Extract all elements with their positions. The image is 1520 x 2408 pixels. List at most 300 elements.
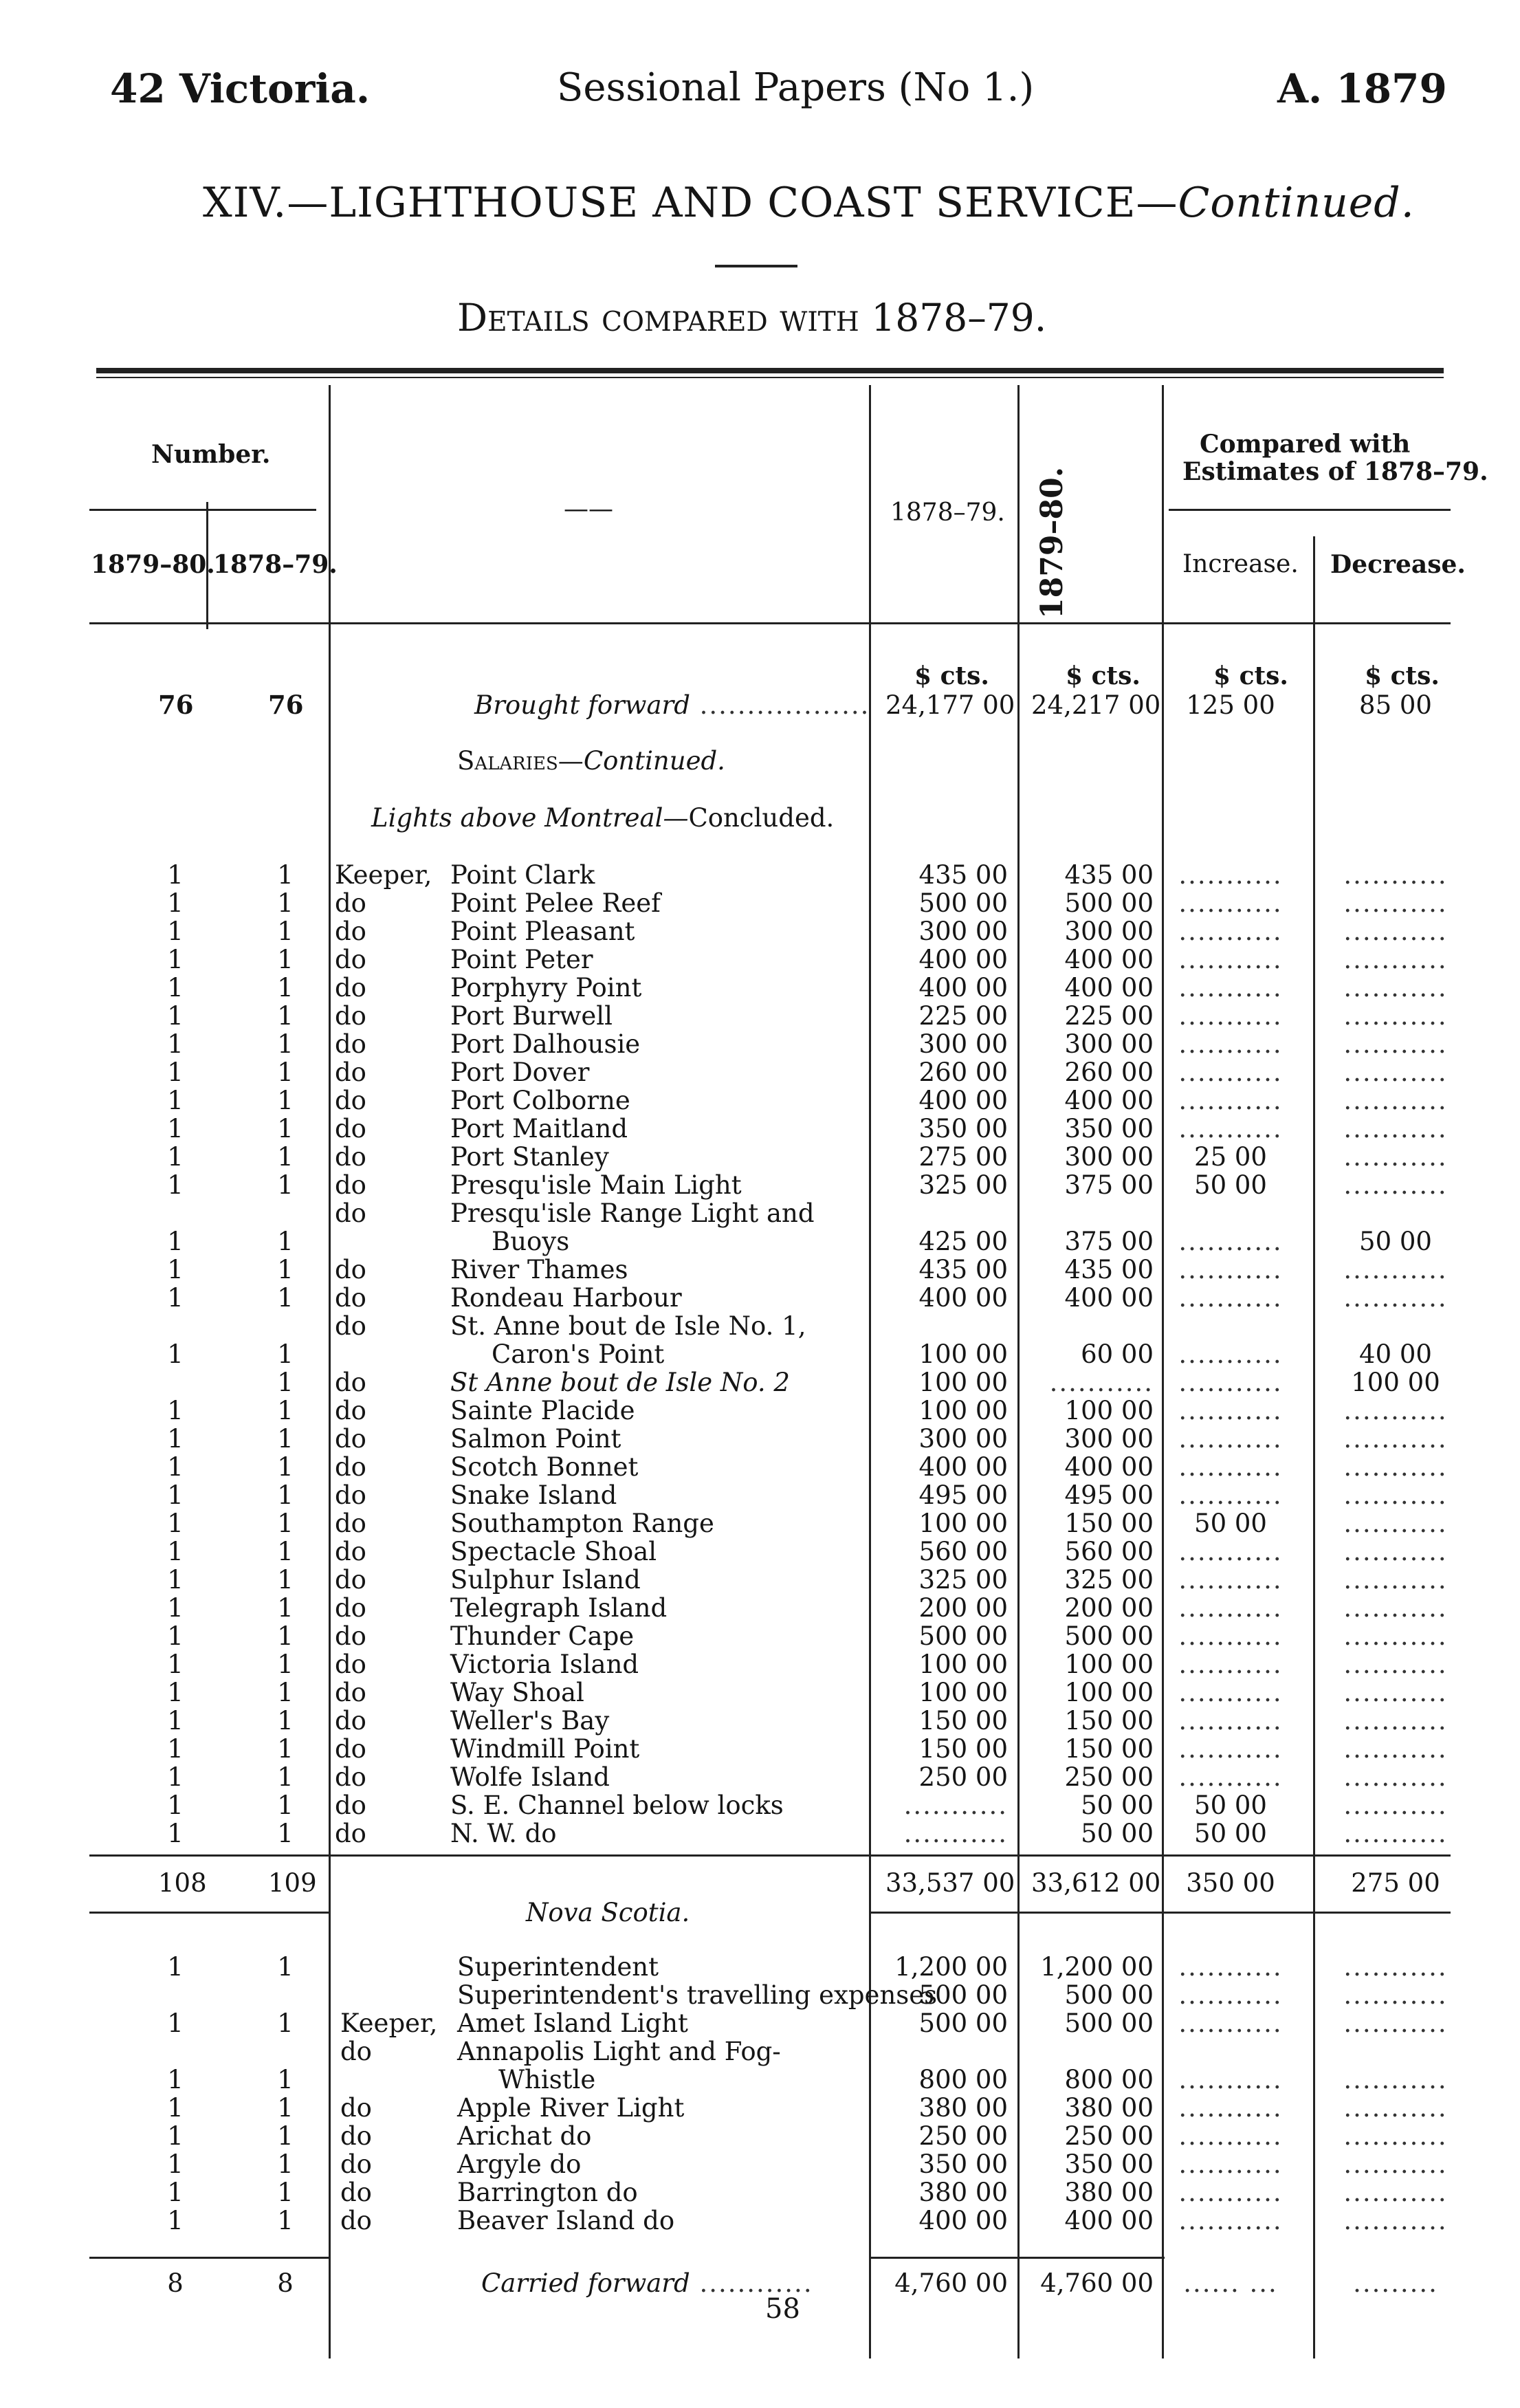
table-row-ns xyxy=(0,1981,1520,2009)
row-increase xyxy=(1169,1397,1292,1425)
heading-salaries: Salaries—Continued. xyxy=(457,746,725,776)
leader-dots: ........... xyxy=(1178,1480,1283,1510)
row-y2: 300 00 xyxy=(1064,1424,1154,1454)
row-decrease xyxy=(1327,2122,1464,2150)
cf-n2: 8 xyxy=(277,2268,294,2298)
row-y2: 500 00 xyxy=(1064,888,1154,918)
table-row xyxy=(0,1678,1520,1707)
row-n2: 1 xyxy=(277,1058,294,1087)
row-y2: 380 00 xyxy=(1064,2093,1154,2123)
table-row xyxy=(0,917,1520,945)
row-y1: 800 00 xyxy=(918,2065,1008,2094)
row-increase xyxy=(1169,1425,1292,1453)
row-n1: 1 xyxy=(167,917,184,946)
row-n2: 1 xyxy=(277,1706,294,1736)
row-n2: 1 xyxy=(277,1227,294,1256)
row-n2: 1 xyxy=(277,917,294,946)
row-y2: 400 00 xyxy=(1064,2206,1154,2235)
row-decrease xyxy=(1327,1678,1464,1707)
row-decrease xyxy=(1327,2178,1464,2207)
row-n1: 1 xyxy=(167,1255,184,1284)
table-row xyxy=(0,1256,1520,1284)
leader-dots: ........... xyxy=(1343,1819,1448,1848)
row-y1: 495 00 xyxy=(918,1480,1008,1510)
row-prefix: do xyxy=(340,2149,372,2179)
row-n1: 1 xyxy=(167,1086,184,1115)
leader-dots: ........... xyxy=(1178,2065,1283,2094)
row-increase xyxy=(1169,1622,1292,1650)
col-desc: —— xyxy=(564,495,613,523)
row-n2: 1 xyxy=(277,1368,294,1397)
cf-rule-right xyxy=(869,2257,1165,2259)
row-y1: 250 00 xyxy=(918,2121,1008,2151)
row-n1: 1 xyxy=(167,1791,184,1820)
leader-dots: ........... xyxy=(1178,1537,1283,1566)
leader-dots: ........... xyxy=(1343,1142,1448,1172)
row-name: Barrington do xyxy=(457,2178,638,2207)
row-increase xyxy=(1169,1002,1292,1030)
row-n2: 1 xyxy=(277,1255,294,1284)
row-y2: 50 00 xyxy=(1081,1819,1154,1848)
leader-dots: ........... xyxy=(1343,2093,1448,2123)
row-n2: 1 xyxy=(277,1762,294,1792)
row-decrease xyxy=(1327,1537,1464,1566)
table-row xyxy=(0,1002,1520,1030)
row-y1: 100 00 xyxy=(918,1368,1008,1397)
row-prefix: do xyxy=(335,973,366,1003)
leader-dots: ........... xyxy=(1343,1650,1448,1679)
row-decrease: 50 00 xyxy=(1359,1227,1432,1256)
row-y1: 100 00 xyxy=(918,1678,1008,1707)
row-n1: 1 xyxy=(167,1952,184,1982)
row-name: Point Pleasant xyxy=(450,917,635,946)
row-y2: 50 00 xyxy=(1081,1791,1154,1820)
row-n1: 1 xyxy=(167,1283,184,1313)
row-name: Port Dalhousie xyxy=(450,1029,641,1059)
row-prefix: do xyxy=(335,1819,366,1848)
row-y1: 400 00 xyxy=(918,1283,1008,1313)
row-decrease xyxy=(1327,1002,1464,1030)
bf-y1: 24,177 00 xyxy=(885,690,1015,720)
table-row xyxy=(0,1453,1520,1481)
sub-n1: 108 xyxy=(158,1868,207,1898)
leader-dots: ........... xyxy=(1178,1952,1283,1982)
row-increase xyxy=(1169,1453,1292,1481)
leader-dots: ........... xyxy=(1343,1509,1448,1538)
row-prefix: do xyxy=(335,1086,366,1115)
row-prefix: do xyxy=(335,1734,366,1764)
leader-dots: ........... xyxy=(1178,1114,1283,1143)
row-n1: 1 xyxy=(167,860,184,890)
row-prefix: do xyxy=(335,1678,366,1707)
row-n1: 1 xyxy=(167,2178,184,2207)
col-decrease: Decrease. xyxy=(1330,550,1466,579)
row-y2: 400 00 xyxy=(1064,945,1154,974)
row-increase xyxy=(1169,2150,1292,2178)
row-n2: 1 xyxy=(277,1480,294,1510)
leader-dots: ........... xyxy=(1178,1706,1283,1736)
row-y1: 150 00 xyxy=(918,1706,1008,1736)
row-n2: 1 xyxy=(277,1819,294,1848)
leader-dots: ........... xyxy=(1178,1593,1283,1623)
leader-dots: ........... xyxy=(1343,2121,1448,2151)
leader-dots: ........... xyxy=(1178,860,1283,890)
row-n1: 1 xyxy=(167,945,184,974)
leader-dots: ........... xyxy=(1343,888,1448,918)
leader-dots: ........... xyxy=(1343,1396,1448,1425)
row-n1: 1 xyxy=(167,1819,184,1848)
row-name: Snake Island xyxy=(450,1480,617,1510)
table-row-ns xyxy=(0,2178,1520,2207)
table-top-rule xyxy=(96,368,1444,373)
table-row xyxy=(0,1115,1520,1143)
row-prefix: do xyxy=(340,2121,372,2151)
leader-dots: ........... xyxy=(1178,1086,1283,1115)
row-increase xyxy=(1169,974,1292,1002)
row-prefix: do xyxy=(335,1311,366,1341)
row-y2: 1,200 00 xyxy=(1040,1952,1154,1982)
row-prefix: do xyxy=(340,2093,372,2123)
row-y2: 150 00 xyxy=(1064,1706,1154,1736)
leader-dots: ........... xyxy=(1178,2149,1283,2179)
row-increase xyxy=(1169,945,1292,974)
row-increase xyxy=(1169,889,1292,917)
row-name: Argyle do xyxy=(457,2149,582,2179)
row-y2: 100 00 xyxy=(1064,1396,1154,1425)
row-increase: 50 00 xyxy=(1194,1791,1267,1820)
row-y1: 500 00 xyxy=(918,888,1008,918)
row-y2: 800 00 xyxy=(1064,2065,1154,2094)
row-n2: 1 xyxy=(277,1283,294,1313)
leader-dots: ........... xyxy=(1343,1593,1448,1623)
col-y1: 1878–79. xyxy=(890,499,1005,527)
leader-dots: ........... xyxy=(1343,2178,1448,2207)
row-y1: 150 00 xyxy=(918,1734,1008,1764)
row-y1: 300 00 xyxy=(918,917,1008,946)
row-y2: 100 00 xyxy=(1064,1650,1154,1679)
row-n1: 1 xyxy=(167,1650,184,1679)
table-row xyxy=(0,1058,1520,1086)
row-y2: 435 00 xyxy=(1064,1255,1154,1284)
row-name: Port Stanley xyxy=(450,1142,609,1172)
row-increase xyxy=(1169,1340,1292,1368)
row-y1: 400 00 xyxy=(918,973,1008,1003)
bf-inc: 125 00 xyxy=(1186,690,1275,720)
row-increase xyxy=(1169,1284,1292,1312)
leader-dots: ........... xyxy=(1343,1762,1448,1792)
leader-dots: ........... xyxy=(1178,1255,1283,1284)
row-decrease xyxy=(1327,2009,1464,2037)
row-decrease xyxy=(1327,1566,1464,1594)
leader-dots: ........... xyxy=(1178,1058,1283,1087)
row-prefix: do xyxy=(335,1706,366,1736)
row-name-cont: Caron's Point xyxy=(492,1339,665,1369)
row-increase xyxy=(1169,1256,1292,1284)
table-row-ns xyxy=(0,2037,1520,2094)
brought-forward-row xyxy=(0,691,1520,719)
leader-dots: ........... xyxy=(1343,1980,1448,2010)
leader-dots: ........... xyxy=(1343,1537,1448,1566)
row-decrease xyxy=(1327,1981,1464,2009)
row-prefix: do xyxy=(335,1593,366,1623)
leader-dots: ........... xyxy=(1178,2009,1283,2038)
table-row xyxy=(0,1312,1520,1368)
row-name: Wolfe Island xyxy=(450,1762,610,1792)
leader-dots: ........... xyxy=(1343,2149,1448,2179)
row-y1: 100 00 xyxy=(918,1396,1008,1425)
row-y1: 350 00 xyxy=(918,2149,1008,2179)
row-y1: 325 00 xyxy=(918,1565,1008,1595)
row-y1 xyxy=(885,1819,1008,1848)
leader-dots: ........... xyxy=(1343,1706,1448,1736)
row-name: N. W. do xyxy=(450,1819,557,1848)
row-n1: 1 xyxy=(167,973,184,1003)
cf-label: Carried forward ............ xyxy=(481,2268,813,2298)
row-increase xyxy=(1169,2122,1292,2150)
leader-dots: ........... xyxy=(1178,1339,1283,1369)
row-prefix: do xyxy=(335,945,366,974)
row-n2: 1 xyxy=(277,1650,294,1679)
row-y1: 200 00 xyxy=(918,1593,1008,1623)
row-decrease xyxy=(1327,1735,1464,1763)
leader-dots: ........... xyxy=(1178,1283,1283,1313)
row-prefix: do xyxy=(335,1368,366,1397)
row-decrease xyxy=(1327,1425,1464,1453)
compared-under xyxy=(1169,509,1451,511)
row-name: Port Dover xyxy=(450,1058,590,1087)
leader-dots: ........... xyxy=(1178,1678,1283,1707)
row-decrease xyxy=(1327,2066,1464,2094)
row-n1: 1 xyxy=(167,1621,184,1651)
leader-dots: ........... xyxy=(1343,2009,1448,2038)
leader-dots: ........... xyxy=(903,1791,1008,1820)
col-y2: 1879–80. xyxy=(1035,466,1070,619)
row-n1: 1 xyxy=(167,1537,184,1566)
leader-dots: ........... xyxy=(1343,1791,1448,1820)
row-y1: 100 00 xyxy=(918,1509,1008,1538)
row-y1: 100 00 xyxy=(918,1650,1008,1679)
row-name: Apple River Light xyxy=(457,2093,685,2123)
row-n2: 1 xyxy=(277,1791,294,1820)
row-increase xyxy=(1169,1707,1292,1735)
row-name: Annapolis Light and Fog- xyxy=(457,2037,781,2066)
header-left: 42 Victoria. xyxy=(110,65,371,112)
currency-inc: $ cts. xyxy=(1213,661,1288,690)
leader-dots: ........... xyxy=(1343,1114,1448,1143)
row-y2: 325 00 xyxy=(1064,1565,1154,1595)
leader-dots: ........... xyxy=(1178,1734,1283,1764)
row-y2: 400 00 xyxy=(1064,1086,1154,1115)
row-prefix: do xyxy=(335,1424,366,1454)
leader-dots: ........... xyxy=(1343,1734,1448,1764)
table-row-ns xyxy=(0,2207,1520,2235)
row-decrease xyxy=(1327,1819,1464,1848)
row-prefix: do xyxy=(340,2206,372,2235)
number-under xyxy=(89,509,316,511)
leader-dots: ........... xyxy=(1343,1058,1448,1087)
row-y1: 100 00 xyxy=(918,1339,1008,1369)
row-name: Point Pelee Reef xyxy=(450,888,661,918)
row-increase xyxy=(1169,1763,1292,1791)
row-name: Superintendent's travelling expenses xyxy=(457,1980,938,2010)
row-decrease xyxy=(1327,1058,1464,1086)
row-increase xyxy=(1169,1115,1292,1143)
row-prefix: do xyxy=(335,1058,366,1087)
row-increase xyxy=(1169,1030,1292,1058)
row-y2: 300 00 xyxy=(1064,1029,1154,1059)
sub-y1: 33,537 00 xyxy=(885,1868,1015,1898)
row-n2: 1 xyxy=(277,1593,294,1623)
row-y2: 560 00 xyxy=(1064,1537,1154,1566)
row-name: Sainte Placide xyxy=(450,1396,635,1425)
row-y2: 260 00 xyxy=(1064,1058,1154,1087)
row-y1: 380 00 xyxy=(918,2093,1008,2123)
row-prefix: do xyxy=(335,1509,366,1538)
row-n2: 1 xyxy=(277,1952,294,1982)
row-prefix: do xyxy=(335,1480,366,1510)
row-prefix: do xyxy=(335,1621,366,1651)
table-row xyxy=(0,974,1520,1002)
leader-dots: ........... xyxy=(1178,1565,1283,1595)
leader-dots: ........... xyxy=(1178,1029,1283,1059)
row-n2: 1 xyxy=(277,860,294,890)
row-y1: 225 00 xyxy=(918,1001,1008,1031)
row-y2: 495 00 xyxy=(1064,1480,1154,1510)
row-name: Arichat do xyxy=(457,2121,592,2151)
row-prefix: do xyxy=(335,1255,366,1284)
row-increase xyxy=(1169,2009,1292,2037)
leader-dots: ........... xyxy=(1178,1227,1283,1256)
col-compared2: Estimates of 1878–79. xyxy=(1182,457,1488,486)
table-top-rule-thin xyxy=(96,377,1444,378)
row-y2: 500 00 xyxy=(1064,2009,1154,2038)
row-y1: 500 00 xyxy=(918,1621,1008,1651)
row-y1: 300 00 xyxy=(918,1424,1008,1454)
table-row xyxy=(0,1086,1520,1115)
row-name: Way Shoal xyxy=(450,1678,584,1707)
table-row xyxy=(0,1735,1520,1763)
leader-dots: ........... xyxy=(1343,1001,1448,1031)
row-decrease xyxy=(1327,917,1464,945)
row-decrease xyxy=(1327,861,1464,889)
row-prefix: do xyxy=(335,1565,366,1595)
row-y1: 380 00 xyxy=(918,2178,1008,2207)
row-n1: 1 xyxy=(167,888,184,918)
table-row xyxy=(0,1143,1520,1171)
row-name: Southampton Range xyxy=(450,1509,714,1538)
row-name: Scotch Bonnet xyxy=(450,1452,639,1482)
row-y2: 250 00 xyxy=(1064,2121,1154,2151)
table-row xyxy=(0,1425,1520,1453)
row-n1: 1 xyxy=(167,1424,184,1454)
section-title: XIV.—LIGHTHOUSE AND COAST SERVICE—Continued. xyxy=(203,179,1415,227)
row-y1: 560 00 xyxy=(918,1537,1008,1566)
row-y1: 400 00 xyxy=(918,2206,1008,2235)
col-increase: Increase. xyxy=(1182,550,1299,578)
sub-dec: 275 00 xyxy=(1351,1868,1440,1898)
row-decrease xyxy=(1327,889,1464,917)
row-n2: 1 xyxy=(277,1452,294,1482)
row-name-cont: Whistle xyxy=(498,2065,596,2094)
row-y1: 350 00 xyxy=(918,1114,1008,1143)
row-n1: 1 xyxy=(167,1678,184,1707)
leader-dots: ........... xyxy=(1049,1368,1154,1397)
row-name: Rondeau Harbour xyxy=(450,1283,682,1313)
bf-label: Brought forward .................. xyxy=(474,690,870,720)
row-increase: 50 00 xyxy=(1194,1819,1267,1848)
row-y1: 400 00 xyxy=(918,945,1008,974)
row-n1: 1 xyxy=(167,1058,184,1087)
bf-dec: 85 00 xyxy=(1359,690,1432,720)
row-n2: 1 xyxy=(277,2149,294,2179)
page-number: 58 xyxy=(765,2293,800,2325)
row-n2: 1 xyxy=(277,1001,294,1031)
row-y1: 425 00 xyxy=(918,1227,1008,1256)
row-name: Windmill Point xyxy=(450,1734,640,1764)
row-decrease xyxy=(1327,945,1464,974)
cf-dec-dots: ......... xyxy=(1353,2268,1438,2298)
row-y2: 375 00 xyxy=(1064,1170,1154,1200)
currency-y2: $ cts. xyxy=(1066,661,1141,690)
row-decrease xyxy=(1327,1256,1464,1284)
row-decrease xyxy=(1327,2207,1464,2235)
row-n1: 1 xyxy=(167,2206,184,2235)
row-decrease xyxy=(1327,1650,1464,1678)
row-n2: 1 xyxy=(277,1678,294,1707)
row-name: Victoria Island xyxy=(450,1650,639,1679)
table-row-ns xyxy=(0,2009,1520,2037)
row-n1: 1 xyxy=(167,2065,184,2094)
col-number: Number. xyxy=(151,440,271,469)
row-decrease xyxy=(1327,1791,1464,1819)
row-increase: 50 00 xyxy=(1194,1170,1267,1200)
row-increase xyxy=(1169,2094,1292,2122)
leader-dots: ........... xyxy=(1343,973,1448,1003)
leader-dots: ........... xyxy=(1178,973,1283,1003)
table-row xyxy=(0,1171,1520,1199)
table-row xyxy=(0,1481,1520,1509)
row-n2: 1 xyxy=(277,1537,294,1566)
leader-dots: ........... xyxy=(1178,1650,1283,1679)
leader-dots: ........... xyxy=(1343,1086,1448,1115)
row-prefix: do xyxy=(335,1762,366,1792)
leader-dots: ........... xyxy=(1343,1565,1448,1595)
row-y1: 500 00 xyxy=(918,1980,1008,2010)
row-n1: 1 xyxy=(167,1339,184,1369)
row-n2: 1 xyxy=(277,2009,294,2038)
sub-n2: 109 xyxy=(268,1868,317,1898)
row-prefix: do xyxy=(335,1537,366,1566)
row-n1: 1 xyxy=(167,1593,184,1623)
row-n2: 1 xyxy=(277,1396,294,1425)
header-center: Sessional Papers (No 1.) xyxy=(557,65,1035,110)
row-y2: 60 00 xyxy=(1081,1339,1154,1369)
row-increase xyxy=(1169,1227,1292,1256)
subtotal-under-left xyxy=(89,1912,330,1914)
row-decrease xyxy=(1327,1171,1464,1199)
row-y2: 300 00 xyxy=(1064,1142,1154,1172)
row-y1: 400 00 xyxy=(918,1452,1008,1482)
row-prefix: do xyxy=(335,1029,366,1059)
leader-dots: ........... xyxy=(1343,860,1448,890)
row-name: Sulphur Island xyxy=(450,1565,641,1595)
row-increase xyxy=(1169,861,1292,889)
table-row xyxy=(0,1594,1520,1622)
table-row xyxy=(0,889,1520,917)
leader-dots: ........... xyxy=(1178,1001,1283,1031)
header-right: A. 1879 xyxy=(1277,65,1447,112)
row-increase: 50 00 xyxy=(1194,1509,1267,1538)
